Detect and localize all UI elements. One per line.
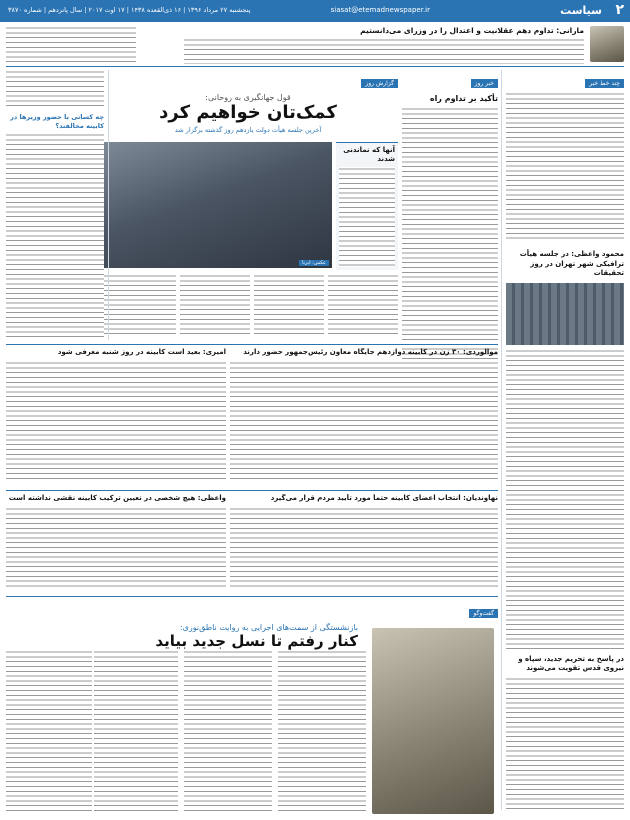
lead-story-text-1 — [328, 274, 398, 338]
page-number: ۲ — [615, 2, 624, 18]
second-column-tag: خبر روز — [471, 79, 498, 88]
bottom-feature-tag: گفت‌وگو — [469, 609, 498, 618]
right-column-bottom-text — [506, 677, 624, 813]
top-story-left-text — [6, 26, 136, 64]
middle-story-1-text — [230, 361, 498, 479]
lead-story-tag: گزارش روز — [361, 79, 398, 88]
lower-story-1-text — [230, 507, 498, 587]
masthead — [0, 0, 630, 22]
lead-story-sidebar-headline: آنها که نماندنی شدند — [343, 146, 395, 163]
bottom-feature-text-1 — [278, 650, 366, 814]
middle-story-2-headline: امیری: بعید است کابینه در روز شنبه معرفی شود — [57, 348, 226, 356]
middle-divider — [6, 344, 498, 345]
left-column-headline: چه کسانی با حضور وزیرها در کابینه مخالفند؟ — [10, 113, 104, 130]
second-column-headline: تأکید بر تداوم راه — [429, 94, 498, 103]
right-column-divider — [501, 70, 502, 810]
right-column-briefs — [506, 92, 624, 242]
top-story — [184, 26, 584, 64]
right-column-tag: چند خط خبر — [585, 79, 624, 88]
lead-story-text-4 — [104, 274, 176, 338]
left-column-text-top — [6, 70, 104, 110]
lower-story-1-headline: نهاوندیان: انتخاب اعضای کابینه حتماً مورد تأیید مردم قرار می‌گیرد — [270, 494, 498, 502]
photo-credit: عکس: ایرنا — [299, 260, 329, 266]
top-story-headline: مارانی: تداوم دهم عقلانیت و اعتدال را در وزرای می‌دانستیم — [360, 26, 584, 35]
lead-story-text-3 — [180, 274, 250, 338]
website-link[interactable]: siasat@etemadnewspaper.ir — [330, 6, 430, 14]
bottom-feature-kicker: بازنشستگی از سمت‌های اجرایی به روایت ناطق‌نوری: — [179, 623, 358, 632]
right-column — [506, 70, 624, 812]
nategh-nouri-portrait — [372, 628, 494, 814]
lower-story-1 — [230, 494, 498, 590]
middle-story-2-text — [6, 361, 226, 479]
top-story-text — [184, 38, 584, 64]
right-column-bottom-headline: در پاسخ به تحریم جدید، سپاه و نیروی قدس تقویت می‌شوند — [518, 654, 624, 672]
lower-story-2 — [6, 494, 226, 590]
lead-story-text-2 — [254, 274, 324, 338]
cabinet-meeting-photo — [104, 142, 332, 268]
section-title: سیاست — [560, 4, 602, 17]
lead-story-kicker: قول جهانگیری به روحانی: — [205, 93, 291, 102]
date-line: پنجشنبه ۲۷ مرداد ۱۳۹۶ | ۱۶ ذی‌القعده ۱۴۳۸ | ۱۷ اوت ۲۰۱۷ | سال پانزدهم | شماره ۳۸۷۰ — [8, 6, 251, 14]
bottom-feature-text-3 — [94, 650, 178, 814]
parliament-photo — [506, 283, 624, 345]
lead-story-subhead: آخرین جلسه هیأت دولت یازدهم روز گذشته برگزار شد — [174, 126, 322, 134]
bottom-feature-text-4 — [6, 650, 92, 814]
lead-story-headline: کمک‌تان خواهیم کرد — [159, 102, 337, 123]
lower-story-2-headline: واعظی: هیچ شخصی در تعیین ترکیب کابینه نقشی نداشته است — [8, 494, 226, 502]
left-column-divider — [108, 70, 109, 340]
middle-story-1-headline: موالوردی: ۳۰ زن در کابینه دوازدهم جایگاه معاون رئیس‌جمهور حضور دارند — [243, 348, 498, 356]
left-column-text — [6, 133, 104, 340]
top-divider — [6, 66, 624, 67]
lead-story-sidebar-text — [339, 167, 395, 267]
second-column-text — [402, 107, 498, 370]
lower-divider — [6, 490, 498, 491]
right-column-story-headline: محمود واعظی: در جلسه هیأت ترافیکی شهر تهران در روز تحقیقات — [519, 250, 624, 277]
middle-story-2 — [6, 348, 226, 484]
bottom-feature-text-2 — [184, 650, 272, 814]
top-story-portrait — [590, 26, 624, 62]
right-column-story-text — [506, 349, 624, 649]
middle-story-1 — [230, 348, 498, 484]
second-column — [402, 70, 498, 370]
left-column — [6, 70, 104, 340]
feature-divider — [6, 596, 498, 597]
lower-story-2-text — [6, 507, 226, 587]
lead-story-sidebar — [336, 142, 398, 270]
bottom-feature-headline: کنار رفتم تا نسل جدید بیاید — [155, 632, 358, 650]
